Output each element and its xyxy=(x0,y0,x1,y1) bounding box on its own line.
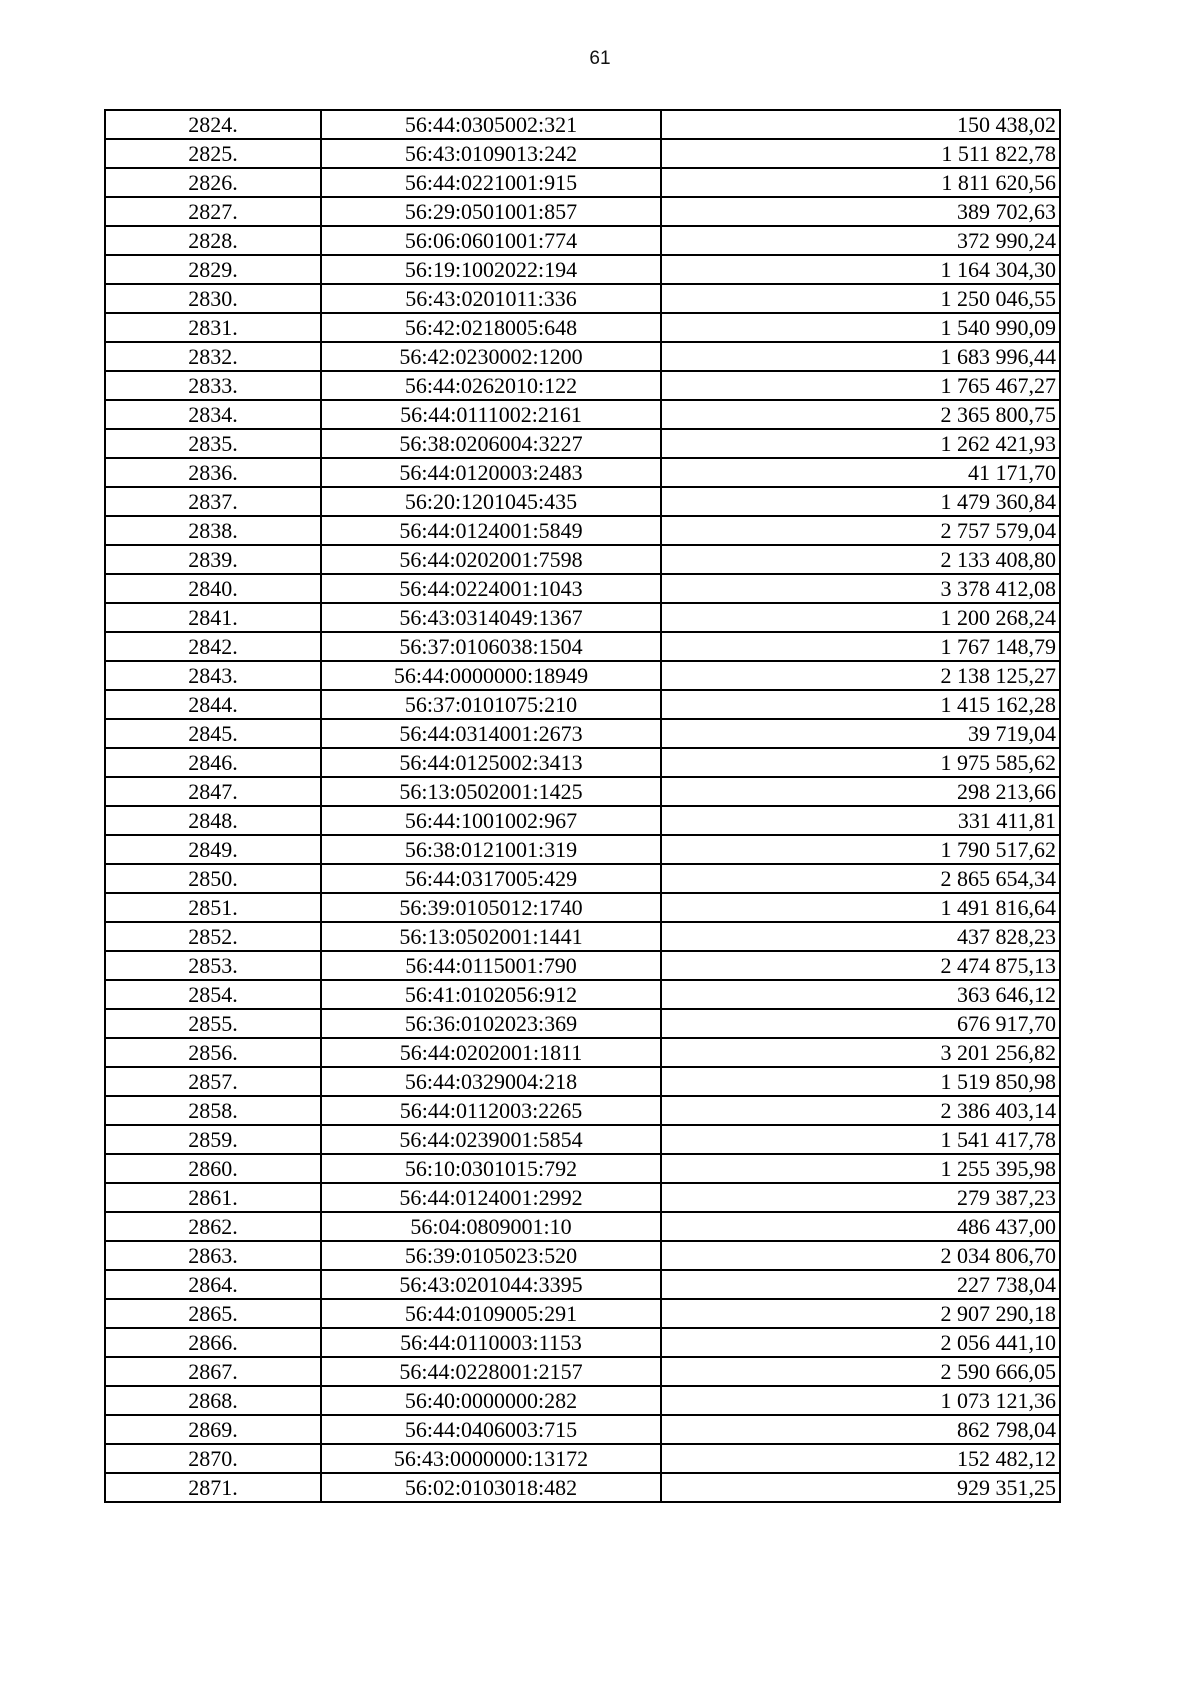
row-number-cell: 2824. xyxy=(105,110,321,139)
row-number-cell: 2861. xyxy=(105,1183,321,1212)
table-row xyxy=(105,1386,1060,1415)
cadastral-value-cell: 298 213,66 xyxy=(661,777,1060,806)
cadastral-value-cell: 279 387,23 xyxy=(661,1183,1060,1212)
row-number-cell: 2838. xyxy=(105,516,321,545)
table-row xyxy=(105,864,1060,893)
cadastral-value-cell: 1 541 417,78 xyxy=(661,1125,1060,1154)
table-row xyxy=(105,1241,1060,1270)
cadastral-number-cell: 56:44:0317005:429 xyxy=(321,864,661,893)
cadastral-value-cell: 1 262 421,93 xyxy=(661,429,1060,458)
table-row xyxy=(105,429,1060,458)
table-row xyxy=(105,487,1060,516)
table-row xyxy=(105,1444,1060,1473)
row-number-cell: 2855. xyxy=(105,1009,321,1038)
cadastral-number-cell: 56:02:0103018:482 xyxy=(321,1473,661,1502)
cadastral-value-table xyxy=(104,109,1061,1503)
cadastral-value-cell: 389 702,63 xyxy=(661,197,1060,226)
cadastral-number-cell: 56:06:0601001:774 xyxy=(321,226,661,255)
row-number-cell: 2829. xyxy=(105,255,321,284)
cadastral-number-cell: 56:44:0202001:7598 xyxy=(321,545,661,574)
cadastral-number-cell: 56:44:0125002:3413 xyxy=(321,748,661,777)
cadastral-number-cell: 56:44:0111002:2161 xyxy=(321,400,661,429)
table-row xyxy=(105,603,1060,632)
cadastral-number-cell: 56:36:0102023:369 xyxy=(321,1009,661,1038)
table-row xyxy=(105,110,1060,139)
table-row xyxy=(105,342,1060,371)
table-row xyxy=(105,1357,1060,1386)
table-row xyxy=(105,922,1060,951)
cadastral-number-cell: 56:44:0305002:321 xyxy=(321,110,661,139)
table-row xyxy=(105,168,1060,197)
cadastral-number-cell: 56:13:0502001:1425 xyxy=(321,777,661,806)
row-number-cell: 2828. xyxy=(105,226,321,255)
cadastral-value-cell: 41 171,70 xyxy=(661,458,1060,487)
row-number-cell: 2836. xyxy=(105,458,321,487)
cadastral-value-cell: 2 365 800,75 xyxy=(661,400,1060,429)
row-number-cell: 2864. xyxy=(105,1270,321,1299)
table-body xyxy=(105,110,1060,1502)
cadastral-number-cell: 56:44:0329004:218 xyxy=(321,1067,661,1096)
row-number-cell: 2841. xyxy=(105,603,321,632)
cadastral-number-cell: 56:37:0101075:210 xyxy=(321,690,661,719)
cadastral-value-cell: 1 491 816,64 xyxy=(661,893,1060,922)
page-number: 61 xyxy=(589,48,611,69)
table-row xyxy=(105,255,1060,284)
row-number-cell: 2870. xyxy=(105,1444,321,1473)
cadastral-number-cell: 56:39:0105012:1740 xyxy=(321,893,661,922)
table-row xyxy=(105,458,1060,487)
cadastral-value-cell: 486 437,00 xyxy=(661,1212,1060,1241)
cadastral-number-cell: 56:43:0109013:242 xyxy=(321,139,661,168)
cadastral-number-cell: 56:13:0502001:1441 xyxy=(321,922,661,951)
cadastral-value-cell: 1 200 268,24 xyxy=(661,603,1060,632)
cadastral-number-cell: 56:44:0109005:291 xyxy=(321,1299,661,1328)
table-row xyxy=(105,1473,1060,1502)
table-row xyxy=(105,1415,1060,1444)
cadastral-number-cell: 56:44:0124001:5849 xyxy=(321,516,661,545)
table-row xyxy=(105,1212,1060,1241)
cadastral-value-cell: 929 351,25 xyxy=(661,1473,1060,1502)
row-number-cell: 2860. xyxy=(105,1154,321,1183)
cadastral-value-cell: 3 378 412,08 xyxy=(661,574,1060,603)
table-row xyxy=(105,1299,1060,1328)
cadastral-value-cell: 331 411,81 xyxy=(661,806,1060,835)
cadastral-value-cell: 862 798,04 xyxy=(661,1415,1060,1444)
row-number-cell: 2826. xyxy=(105,168,321,197)
cadastral-number-cell: 56:44:0115001:790 xyxy=(321,951,661,980)
row-number-cell: 2845. xyxy=(105,719,321,748)
row-number-cell: 2835. xyxy=(105,429,321,458)
cadastral-number-cell: 56:44:0221001:915 xyxy=(321,168,661,197)
table-row xyxy=(105,951,1060,980)
row-number-cell: 2867. xyxy=(105,1357,321,1386)
table-row xyxy=(105,690,1060,719)
table-row xyxy=(105,980,1060,1009)
cadastral-value-cell: 1 164 304,30 xyxy=(661,255,1060,284)
cadastral-number-cell: 56:42:0218005:648 xyxy=(321,313,661,342)
row-number-cell: 2834. xyxy=(105,400,321,429)
cadastral-number-cell: 56:44:1001002:967 xyxy=(321,806,661,835)
cadastral-value-cell: 2 590 666,05 xyxy=(661,1357,1060,1386)
cadastral-number-cell: 56:44:0000000:18949 xyxy=(321,661,661,690)
table-row xyxy=(105,197,1060,226)
row-number-cell: 2862. xyxy=(105,1212,321,1241)
cadastral-value-cell: 676 917,70 xyxy=(661,1009,1060,1038)
cadastral-number-cell: 56:43:0201044:3395 xyxy=(321,1270,661,1299)
cadastral-number-cell: 56:44:0239001:5854 xyxy=(321,1125,661,1154)
cadastral-number-cell: 56:44:0112003:2265 xyxy=(321,1096,661,1125)
cadastral-number-cell: 56:44:0314001:2673 xyxy=(321,719,661,748)
row-number-cell: 2847. xyxy=(105,777,321,806)
row-number-cell: 2858. xyxy=(105,1096,321,1125)
row-number-cell: 2850. xyxy=(105,864,321,893)
table-row xyxy=(105,1096,1060,1125)
table-row xyxy=(105,835,1060,864)
row-number-cell: 2840. xyxy=(105,574,321,603)
row-number-cell: 2832. xyxy=(105,342,321,371)
cadastral-number-cell: 56:44:0262010:122 xyxy=(321,371,661,400)
table-row xyxy=(105,1067,1060,1096)
cadastral-number-cell: 56:37:0106038:1504 xyxy=(321,632,661,661)
row-number-cell: 2868. xyxy=(105,1386,321,1415)
row-number-cell: 2851. xyxy=(105,893,321,922)
table-row xyxy=(105,313,1060,342)
row-number-cell: 2865. xyxy=(105,1299,321,1328)
row-number-cell: 2853. xyxy=(105,951,321,980)
row-number-cell: 2833. xyxy=(105,371,321,400)
cadastral-value-cell: 152 482,12 xyxy=(661,1444,1060,1473)
cadastral-number-cell: 56:43:0314049:1367 xyxy=(321,603,661,632)
cadastral-number-cell: 56:42:0230002:1200 xyxy=(321,342,661,371)
row-number-cell: 2866. xyxy=(105,1328,321,1357)
cadastral-value-cell: 437 828,23 xyxy=(661,922,1060,951)
table-row xyxy=(105,1009,1060,1038)
cadastral-value-cell: 1 767 148,79 xyxy=(661,632,1060,661)
cadastral-value-cell: 1 073 121,36 xyxy=(661,1386,1060,1415)
row-number-cell: 2863. xyxy=(105,1241,321,1270)
cadastral-value-cell: 1 479 360,84 xyxy=(661,487,1060,516)
cadastral-value-cell: 363 646,12 xyxy=(661,980,1060,1009)
cadastral-number-cell: 56:10:0301015:792 xyxy=(321,1154,661,1183)
cadastral-value-cell: 1 975 585,62 xyxy=(661,748,1060,777)
cadastral-value-cell: 2 907 290,18 xyxy=(661,1299,1060,1328)
row-number-cell: 2825. xyxy=(105,139,321,168)
cadastral-number-cell: 56:04:0809001:10 xyxy=(321,1212,661,1241)
cadastral-value-cell: 2 133 408,80 xyxy=(661,545,1060,574)
table-row xyxy=(105,226,1060,255)
cadastral-value-cell: 3 201 256,82 xyxy=(661,1038,1060,1067)
cadastral-number-cell: 56:43:0201011:336 xyxy=(321,284,661,313)
cadastral-number-cell: 56:29:0501001:857 xyxy=(321,197,661,226)
cadastral-value-cell: 1 519 850,98 xyxy=(661,1067,1060,1096)
cadastral-value-cell: 2 034 806,70 xyxy=(661,1241,1060,1270)
cadastral-value-cell: 1 683 996,44 xyxy=(661,342,1060,371)
cadastral-value-cell: 150 438,02 xyxy=(661,110,1060,139)
table-row xyxy=(105,1038,1060,1067)
cadastral-number-cell: 56:44:0228001:2157 xyxy=(321,1357,661,1386)
row-number-cell: 2844. xyxy=(105,690,321,719)
row-number-cell: 2842. xyxy=(105,632,321,661)
table-row xyxy=(105,661,1060,690)
table-row xyxy=(105,574,1060,603)
row-number-cell: 2839. xyxy=(105,545,321,574)
table-row xyxy=(105,545,1060,574)
cadastral-number-cell: 56:20:1201045:435 xyxy=(321,487,661,516)
row-number-cell: 2856. xyxy=(105,1038,321,1067)
cadastral-number-cell: 56:41:0102056:912 xyxy=(321,980,661,1009)
table-row xyxy=(105,806,1060,835)
table-row xyxy=(105,1270,1060,1299)
cadastral-number-cell: 56:43:0000000:13172 xyxy=(321,1444,661,1473)
row-number-cell: 2852. xyxy=(105,922,321,951)
cadastral-value-cell: 2 474 875,13 xyxy=(661,951,1060,980)
table-row xyxy=(105,777,1060,806)
cadastral-value-cell: 1 540 990,09 xyxy=(661,313,1060,342)
cadastral-number-cell: 56:39:0105023:520 xyxy=(321,1241,661,1270)
table-row xyxy=(105,400,1060,429)
table-row xyxy=(105,719,1060,748)
row-number-cell: 2854. xyxy=(105,980,321,1009)
cadastral-number-cell: 56:38:0206004:3227 xyxy=(321,429,661,458)
cadastral-value-cell: 1 255 395,98 xyxy=(661,1154,1060,1183)
cadastral-number-cell: 56:19:1002022:194 xyxy=(321,255,661,284)
cadastral-value-cell: 372 990,24 xyxy=(661,226,1060,255)
cadastral-value-cell: 1 790 517,62 xyxy=(661,835,1060,864)
row-number-cell: 2846. xyxy=(105,748,321,777)
cadastral-value-cell: 2 386 403,14 xyxy=(661,1096,1060,1125)
table-row xyxy=(105,1125,1060,1154)
cadastral-number-cell: 56:44:0120003:2483 xyxy=(321,458,661,487)
table-row xyxy=(105,371,1060,400)
cadastral-number-cell: 56:38:0121001:319 xyxy=(321,835,661,864)
cadastral-value-cell: 1 415 162,28 xyxy=(661,690,1060,719)
row-number-cell: 2859. xyxy=(105,1125,321,1154)
table-row xyxy=(105,1183,1060,1212)
cadastral-number-cell: 56:40:0000000:282 xyxy=(321,1386,661,1415)
cadastral-value-cell: 1 250 046,55 xyxy=(661,284,1060,313)
table-row xyxy=(105,1154,1060,1183)
cadastral-number-cell: 56:44:0406003:715 xyxy=(321,1415,661,1444)
cadastral-value-cell: 39 719,04 xyxy=(661,719,1060,748)
table-row xyxy=(105,893,1060,922)
cadastral-value-cell: 1 765 467,27 xyxy=(661,371,1060,400)
cadastral-value-cell: 2 757 579,04 xyxy=(661,516,1060,545)
cadastral-value-cell: 1 811 620,56 xyxy=(661,168,1060,197)
cadastral-value-cell: 2 138 125,27 xyxy=(661,661,1060,690)
cadastral-value-cell: 2 056 441,10 xyxy=(661,1328,1060,1357)
row-number-cell: 2848. xyxy=(105,806,321,835)
cadastral-value-cell: 2 865 654,34 xyxy=(661,864,1060,893)
table-row xyxy=(105,632,1060,661)
cadastral-number-cell: 56:44:0202001:1811 xyxy=(321,1038,661,1067)
cadastral-number-cell: 56:44:0224001:1043 xyxy=(321,574,661,603)
cadastral-value-cell: 1 511 822,78 xyxy=(661,139,1060,168)
row-number-cell: 2843. xyxy=(105,661,321,690)
row-number-cell: 2857. xyxy=(105,1067,321,1096)
row-number-cell: 2830. xyxy=(105,284,321,313)
table-row xyxy=(105,284,1060,313)
row-number-cell: 2869. xyxy=(105,1415,321,1444)
row-number-cell: 2849. xyxy=(105,835,321,864)
cadastral-number-cell: 56:44:0124001:2992 xyxy=(321,1183,661,1212)
table-row xyxy=(105,1328,1060,1357)
table-row xyxy=(105,139,1060,168)
table-row xyxy=(105,748,1060,777)
row-number-cell: 2837. xyxy=(105,487,321,516)
cadastral-value-cell: 227 738,04 xyxy=(661,1270,1060,1299)
row-number-cell: 2871. xyxy=(105,1473,321,1502)
table-row xyxy=(105,516,1060,545)
cadastral-number-cell: 56:44:0110003:1153 xyxy=(321,1328,661,1357)
row-number-cell: 2831. xyxy=(105,313,321,342)
row-number-cell: 2827. xyxy=(105,197,321,226)
